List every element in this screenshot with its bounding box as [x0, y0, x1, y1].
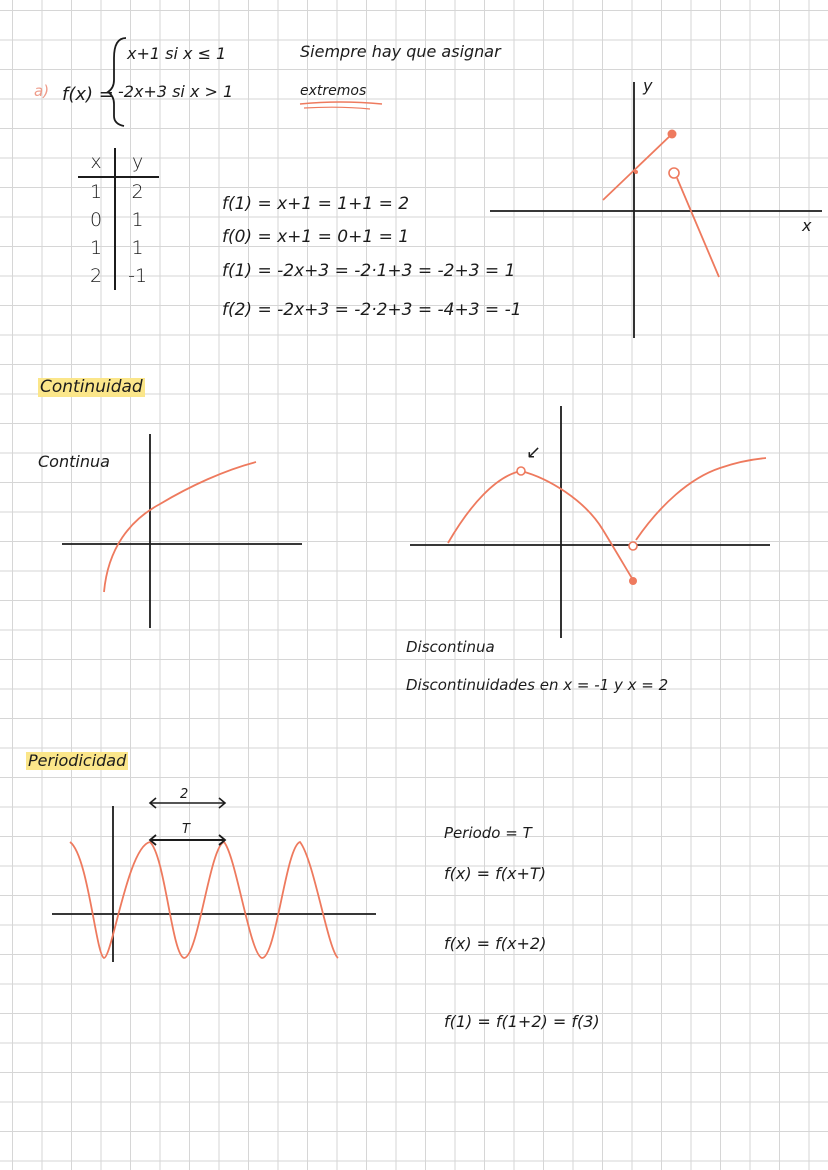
piece-2: -2x+3 si x > 1: [118, 82, 234, 101]
table-cell: 1: [78, 234, 115, 262]
evaluation-line: f(0) = x+1 = 0+1 = 1: [222, 227, 410, 247]
y-axis-label: y: [643, 76, 653, 95]
period-formula: f(x) = f(x+2): [444, 934, 547, 953]
evaluation-line: f(1) = -2x+3 = -2·1+3 = -2+3 = 1: [222, 261, 516, 281]
period-T-label: T: [182, 822, 190, 837]
x-axis-label: x: [802, 216, 812, 235]
continua-label: Continua: [38, 452, 110, 471]
function-name: f(x) =: [62, 84, 114, 105]
period-formula: f(1) = f(1+2) = f(3): [444, 1012, 600, 1031]
discontinua-label: Discontinua: [406, 638, 495, 656]
table-cell: 1: [78, 177, 115, 206]
section-heading-periodicidad: Periodicidad: [28, 751, 127, 770]
section-heading-continuidad: Continuidad: [40, 377, 143, 397]
period-length-label: 2: [180, 787, 189, 802]
table-cell: 0: [78, 206, 115, 234]
period-formula: f(x) = f(x+T): [444, 864, 546, 883]
periodic-curve: [70, 842, 338, 958]
arrow-icon: ↙: [526, 442, 542, 463]
evaluation-line: f(2) = -2x+3 = -2·2+3 = -4+3 = -1: [222, 300, 522, 320]
table-header-y: y: [115, 148, 159, 177]
item-label-a: a): [34, 82, 50, 100]
table-cell: 2: [78, 262, 115, 290]
note-line-1: Siempre hay que asignar: [300, 42, 501, 61]
table-header-x: x: [78, 148, 115, 177]
table-cell: 1: [131, 209, 144, 231]
discontinuities-note: Discontinuidades en x = -1 y x = 2: [406, 676, 669, 694]
period-formula: Periodo = T: [444, 824, 532, 842]
table-cell: 2: [131, 181, 144, 203]
table-cell: -1: [128, 265, 148, 287]
evaluation-line: f(1) = x+1 = 1+1 = 2: [222, 194, 410, 214]
piece-1: x+1 si x ≤ 1: [127, 44, 227, 63]
table-cell: 1: [131, 237, 144, 259]
note-line-2: extremos: [300, 83, 367, 99]
